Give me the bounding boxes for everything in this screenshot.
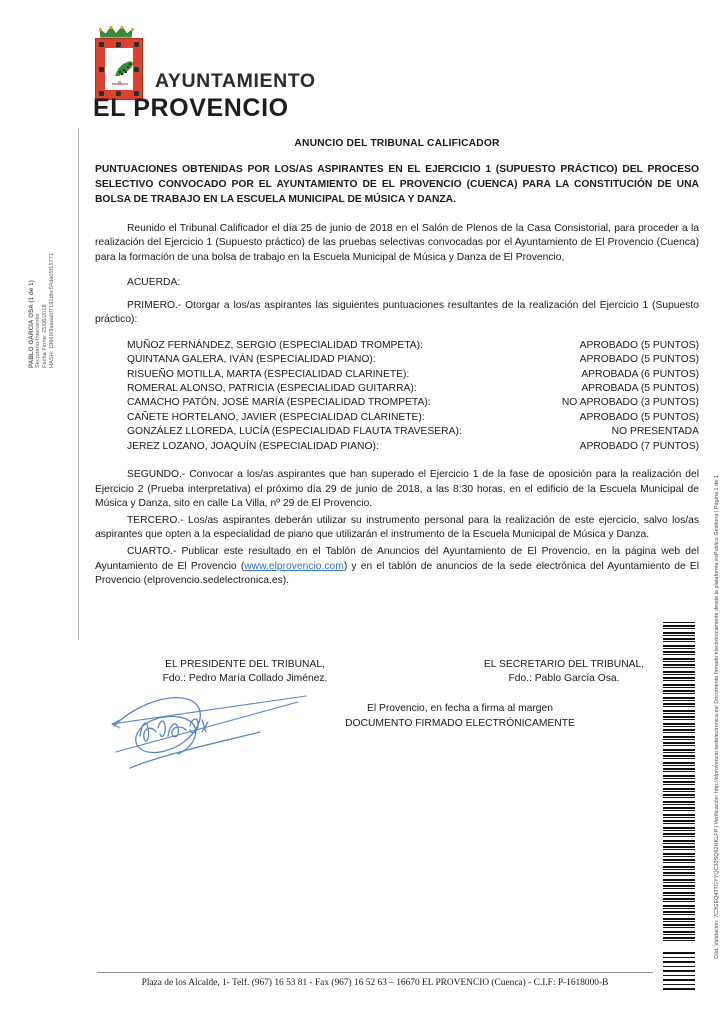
result-candidate: JEREZ LOZANO, JOAQUÍN (ESPECIALIDAD PIANO): <box>127 440 379 452</box>
result-score: APROBADA (5 PUNTOS) <box>581 382 699 394</box>
footer-divider <box>97 972 653 973</box>
paragraph-cuarto-part2: ) y en el tablón de anuncios de la sede electrónica del Ayuntamiento de El Provencio (elprovencio.sedelectronica.es). <box>95 560 699 587</box>
barcode-stripes <box>663 622 695 942</box>
checkered-bird-emblem-icon <box>114 60 136 78</box>
org-name-line2: EL PROVENCIO <box>93 94 289 122</box>
handwritten-signature <box>110 680 330 788</box>
document-lead-paragraph: PUNTUACIONES OBTENIDAS POR LOS/AS ASPIRANTES EN EL EJERCICIO 1 (SUPUESTO PRÁCTICO) DEL PROCESO SELECTIVO CONVOCADO POR EL AYUNTAMIENTO DE EL PROVENCIO (CUENCA) PARA LA CONSTITUCIÓN DE UNA BOLSA DE TRABAJO EN LA ESCUELA MUNICIPAL DE MÚSICA Y DANZA. <box>95 164 699 206</box>
elprovencio-website-link[interactable]: www.elprovencio.com <box>244 560 344 572</box>
result-row <box>95 353 699 367</box>
org-name-line1: AYUNTAMIENTO <box>155 70 316 92</box>
result-spacer <box>409 368 581 382</box>
shield-icon <box>95 38 143 100</box>
barcode-validation-text: Cód. Validación: 7C3GEQ43TGYYQC33SQ62HKLFP | Verificación: http://elprovencio.sedelectronica.es/ Documento firmado electrónicamente desde la plataforma esPublico Gestiona | Página 1 de 1 <box>714 475 720 959</box>
stamp-signer-role: Secretario-Interventor <box>35 312 42 368</box>
result-score: APROBADO (5 PUNTOS) <box>579 411 699 423</box>
paragraph-cuarto <box>95 545 699 589</box>
result-candidate: CAÑETE HORTELANO, JAVIER (ESPECIALIDAD CLARINETE): <box>127 411 425 423</box>
electronic-signature-stamp <box>28 148 68 368</box>
stamp-signature-date: Fecha Firma: 25/06/2018 <box>41 304 48 368</box>
result-spacer <box>425 411 580 425</box>
result-spacer <box>431 396 562 410</box>
closing-line-2: DOCUMENTO FIRMADO ELECTRÓNICAMENTE <box>345 717 575 729</box>
paragraph-cuarto-part1: CUARTO.- Publicar este resultado en el Tablón de Anuncios del Ayuntamiento de El Provencio, en la página web del Ayuntamiento de El Provencio ( <box>95 546 699 572</box>
result-score: APROBADO (5 PUNTOS) <box>579 354 699 366</box>
barcode-stripes-footer <box>663 952 695 992</box>
secretary-signature-block <box>439 658 689 687</box>
result-candidate: RISUEÑO MOTILLA, MARTA (ESPECIALIDAD CLARINETE): <box>127 368 410 380</box>
result-spacer <box>423 339 580 353</box>
result-row <box>95 425 699 439</box>
closing-line-1: El Provencio, en fecha a firma al margen <box>366 703 553 714</box>
result-candidate: CAMACHO PATÓN, JOSÉ MARÍA (ESPECIALIDAD TROMPETA): <box>127 397 431 409</box>
result-candidate: ROMERAL ALONSO, PATRICIA (ESPECIALIDAD GUITARRA): <box>127 382 417 394</box>
result-spacer <box>376 353 580 367</box>
result-row <box>95 411 699 425</box>
signature-area <box>95 658 699 788</box>
verification-barcode <box>663 622 695 942</box>
result-score: NO PRESENTADA <box>611 426 699 438</box>
result-candidate: GONZÁLEZ LLOREDA, LUCÍA (ESPECIALIDAD FLAUTA TRAVESERA): <box>127 426 462 438</box>
crest-caption: EL PROVENCIO <box>111 80 129 87</box>
president-title: EL PRESIDENTE DEL TRIBUNAL, <box>165 659 325 670</box>
paragraph-intro: Reunido el Tribunal Calificador el día 25 de junio de 2018 en el Salón de Plenos de la Casa Consistorial, para proceder a la realización del Ejercicio 1 (Supuesto práctico) de las pruebas selectivas convocadas por el Ayuntamiento de El Provencio (Cuenca) para la formación de una bolsa de trabajo en la Escuela Municipal de Música y Danza de El Provencio, <box>95 222 699 263</box>
result-spacer <box>379 440 580 454</box>
result-row <box>95 440 699 454</box>
result-row <box>95 396 699 410</box>
municipality-logo <box>93 26 423 121</box>
stamp-signer-name: PABLO GARCIA OSA (1 de 1) <box>28 280 35 368</box>
stamp-hash: HASH: 19669/9aaaa0f7191dbc54da05f15771 <box>48 252 55 368</box>
paragraph-acuerda: ACUERDA: <box>127 276 181 288</box>
document-body <box>95 138 699 591</box>
results-list <box>95 339 699 454</box>
stamp-divider-line <box>78 128 79 640</box>
result-row <box>95 339 699 353</box>
result-score: NO APROBADO (3 PUNTOS) <box>561 397 699 409</box>
result-spacer <box>417 382 582 396</box>
result-score: APROBADO (7 PUNTOS) <box>579 440 699 452</box>
secretary-name: Fdo.: Pablo García Osa. <box>508 673 620 685</box>
result-row <box>95 382 699 396</box>
coat-of-arms-icon <box>93 26 145 102</box>
secretary-title: EL SECRETARIO DEL TRIBUNAL, <box>483 659 645 670</box>
result-score: APROBADO (5 PUNTOS) <box>579 339 699 351</box>
result-candidate: QUINTANA GALERA, IVÁN (ESPECIALIDAD PIANO): <box>127 354 376 366</box>
result-spacer <box>462 425 612 439</box>
result-row <box>95 368 699 382</box>
result-score: APROBADA (6 PUNTOS) <box>581 368 699 380</box>
paragraph-segundo: SEGUNDO.- Convocar a los/as aspirantes que han superado el Ejercicio 1 de la fase de oposición para la realización del Ejercicio 2 (Prueba interpretativa) el próximo día 29 de junio de 2018, a las 8:30 horas, en el edificio de la Escuela Municipal de Música y Danza, sito en calle La Villa, nº 29 de El Provencio. <box>95 469 699 510</box>
result-candidate: MUÑOZ FERNÁNDEZ, SERGIO (ESPECIALIDAD TROMPETA): <box>127 339 423 351</box>
closing-statement <box>295 702 625 731</box>
paragraph-tercero: TERCERO.- Los/as aspirantes deberán utilizar su instrumento personal para la realización de este ejercicio, salvo los/as aspirantes que opten a la especialidad de piano que utilizarán el instrumento de la Escuela Municipal de Música y Danza. <box>95 514 699 541</box>
president-name: Fdo.: Pedro María Collado Jiménez. <box>162 673 328 685</box>
paragraph-primero: PRIMERO.- Otorgar a los/as aspirantes las siguientes puntuaciones resultantes de la realización del Ejercicio 1 (Supuesto práctico): <box>95 299 699 326</box>
footer-contact-info: Plaza de los Alcalde, 1- Telf. (967) 16 53 81 - Fax (967) 16 52 63 – 16670 EL PROVENCIO (Cuenca) - C.I.F: P-1618000-B <box>141 978 609 988</box>
document-title: ANUNCIO DEL TRIBUNAL CALIFICADOR <box>294 138 500 149</box>
